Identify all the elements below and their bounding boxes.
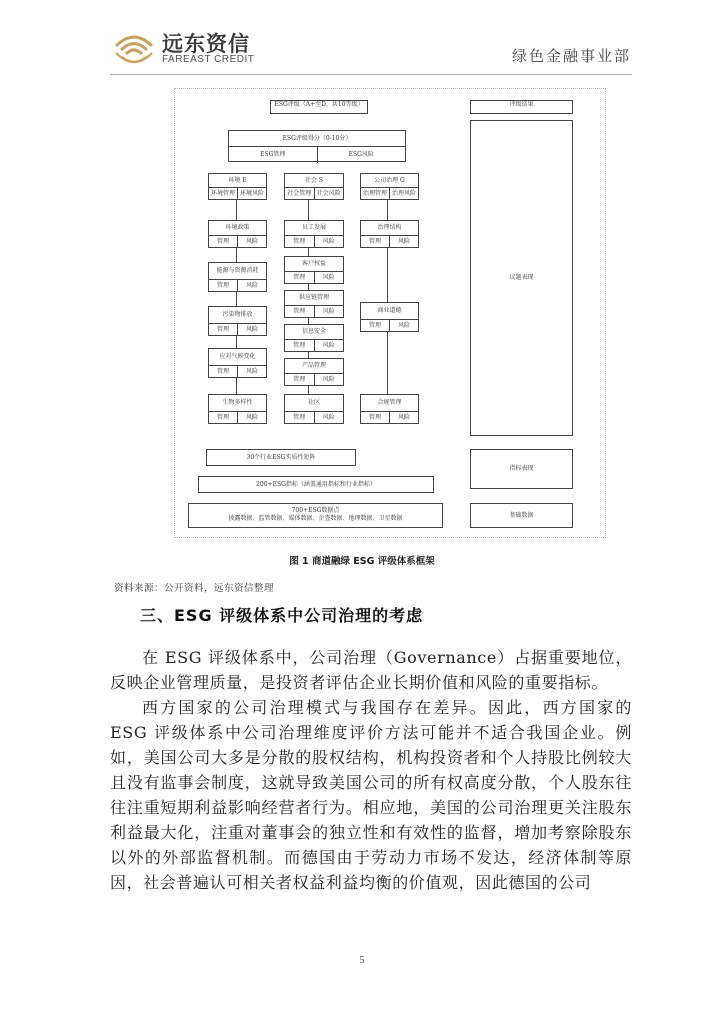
figure-caption: 图 1 商道融绿 ESG 评级体系框架 — [289, 556, 435, 567]
paragraph: 西方国家的公司治理模式与我国存在差异。因此，西方国家的 ESG 评级体系中公司治理维度评价方法可能并不适合我国企业。例如，美国公司大多是分散的股权结构，机构投资者和个人持股比例较大且没有监事会制度，这就导致美国公司的所有权高度分散，个人股东往往注重短期利益影响经营者行为。相应地，美国的公司治理更关注股东利益最大化，注重对董事会的独立性和有效性的监督，增加考察除股东以外的外部监督机制。而德国由于劳动力市场不发达，经济体制等原因，社会普遍认可相关者权益利益均衡的价值观，因此德国的公司 — [110, 698, 632, 892]
company-name-en: FAREAST CREDIT — [162, 54, 255, 65]
issue-box: 应对气候变化 管理 风险 — [208, 348, 267, 378]
issue-box: 合规管理 管理 风险 — [360, 394, 419, 424]
header-divider — [110, 74, 632, 75]
issue-box: 环境政策 管理 风险 — [208, 220, 267, 248]
issue-box: 社区 管理 风险 — [284, 394, 344, 424]
data-points-box: 700+ESG数据点 披露数据、监管数据、媒体数据、企查数据、地理数据、卫星数据 — [188, 503, 443, 528]
rating-result-box: 评级结果 — [470, 100, 573, 114]
indicator-performance-box: 指标表现 — [470, 449, 573, 489]
issue-box: 污染物排放 管理 风险 — [208, 306, 267, 336]
source-note: 资料来源：公开资料，远东资信整理 — [114, 583, 275, 594]
paragraph: 在 ESG 评级体系中，公司治理（Governance）占据重要地位，反映企业管理质量，是投资者评估企业长期价值和风险的重要指标。 — [110, 648, 632, 692]
indicators-box: 200+ESG指标（涵盖通用指标和行业指标） — [198, 476, 434, 493]
issue-box: 产品管理 管理 风险 — [284, 358, 344, 386]
fareast-logo-icon — [112, 26, 156, 66]
issue-box: 商业道德 管理 风险 — [360, 302, 419, 332]
industry-matrix-box: 30个行业ESG实质性矩阵 — [206, 449, 356, 466]
pillar-environment: 环境 E 环境管理 环境风险 — [208, 173, 267, 200]
pillar-governance: 公司治理 G 治理管理 治理风险 — [360, 173, 419, 200]
issue-box: 信息安全 管理 风险 — [284, 324, 344, 352]
rating-scale-box: ESG评级（A+至D，共10等级） — [270, 100, 368, 114]
issue-box: 生物多样性 管理 风险 — [208, 394, 267, 424]
issue-box: 供应链管理 管理 风险 — [284, 290, 344, 318]
issue-box: 客户权益 管理 风险 — [284, 256, 344, 284]
pillar-social: 社会 S 社会管理 社会风险 — [284, 173, 344, 200]
issue-box: 治理结构 管理 风险 — [360, 220, 419, 248]
issue-box: 能源与资源消耗 管理 风险 — [208, 262, 267, 292]
base-data-box: 基础数据 — [470, 503, 573, 528]
score-box: ESG评级得分（0-10分） ESG管理 ESG风险 — [228, 130, 406, 162]
issue-box: 员工发展 管理 风险 — [284, 220, 344, 248]
section-heading: 三、ESG 评级体系中公司治理的考虑 — [140, 606, 424, 625]
company-name-cn: 远东资信 — [162, 32, 250, 56]
department-name: 绿色金融事业部 — [511, 47, 631, 65]
issue-performance-box: 议题表现 — [470, 120, 573, 436]
page-number: 5 — [359, 955, 365, 966]
